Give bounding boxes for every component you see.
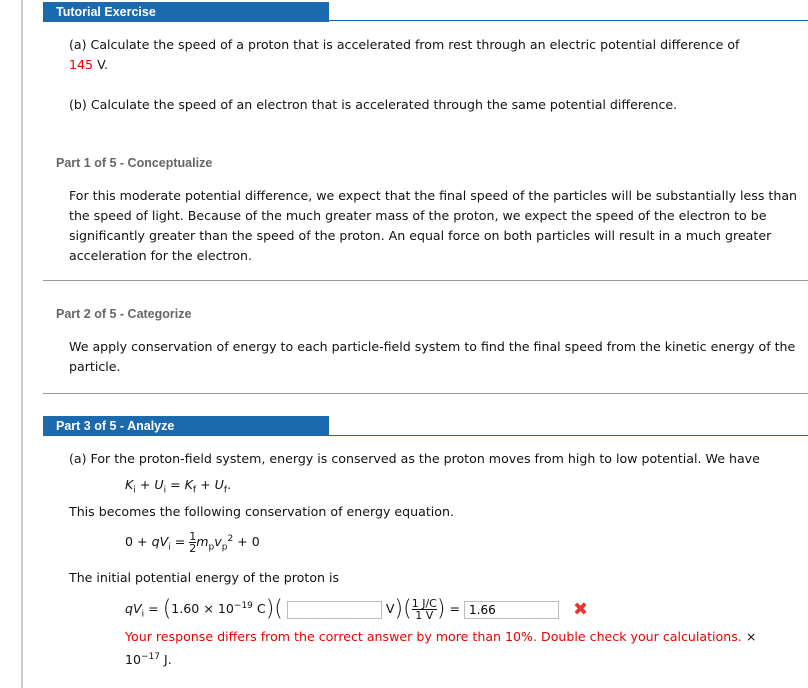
problem-b: (b) Calculate the speed of an electron that is accelerated through the same potential difference. bbox=[69, 97, 678, 112]
part2-title: Part 2 of 5 - Categorize bbox=[56, 307, 192, 321]
part3-divider bbox=[43, 435, 808, 436]
feedback: Your response differs from the correct answer by more than 10%. Double check your calculations. × $10^{-17}$ J. bbox=[125, 629, 757, 668]
feedback-text: Your response differs from the correct answer by more than 10%. Double check your calculations. bbox=[125, 629, 742, 644]
becomes-text: This becomes the following conservation of energy equation. bbox=[69, 504, 454, 519]
divider bbox=[43, 280, 808, 281]
part2-text: We apply conservation of energy to each particle-field system to find the final speed from the kinetic energy of the particle. bbox=[69, 339, 796, 374]
part1-title: Part 1 of 5 - Conceptualize bbox=[56, 156, 213, 170]
divider bbox=[43, 393, 808, 394]
part3-header: Part 3 of 5 - Analyze bbox=[43, 416, 329, 436]
part3-intro: (a) For the proton-field system, energy is conserved as the proton moves from high to low potential. We have bbox=[69, 451, 760, 466]
initial-text: The initial potential energy of the proton is bbox=[69, 570, 340, 585]
header-divider bbox=[43, 20, 808, 21]
part1-text: For this moderate potential difference, we expect that the final speed of the particles will be substantially less than the speed of light. Because of the much greater mass of the proton, we expect the speed of the electron to be significantly greater than the speed of the proton. An equal force on both particles will result in a much greater acceleration for the electron. bbox=[69, 188, 798, 263]
energy-conservation-equation: $K_i + U_i = K_f + U_f$. bbox=[125, 477, 232, 496]
potential-value: 145 bbox=[69, 57, 94, 72]
x-mark-icon: ✖ bbox=[573, 598, 589, 620]
potential-energy-equation: $qV_i = (1.60 \times 10^{-19}$ C)( V)( $\frac{1 J/C}{1 V}$ ) = 1.66 ✖ bbox=[125, 596, 588, 625]
energy-equation: $0 + qV_i$ = $\frac{1}{2}$ $m_pv_p^2 + 0$ bbox=[125, 530, 260, 556]
tutorial-header: Tutorial Exercise bbox=[43, 2, 329, 22]
left-border bbox=[21, 0, 23, 688]
answer-input[interactable] bbox=[464, 601, 559, 619]
problem-a: (a) Calculate the speed of a proton that is accelerated from rest through an electric potential difference of 145 V. bbox=[69, 37, 740, 72]
voltage-input[interactable] bbox=[287, 601, 382, 619]
